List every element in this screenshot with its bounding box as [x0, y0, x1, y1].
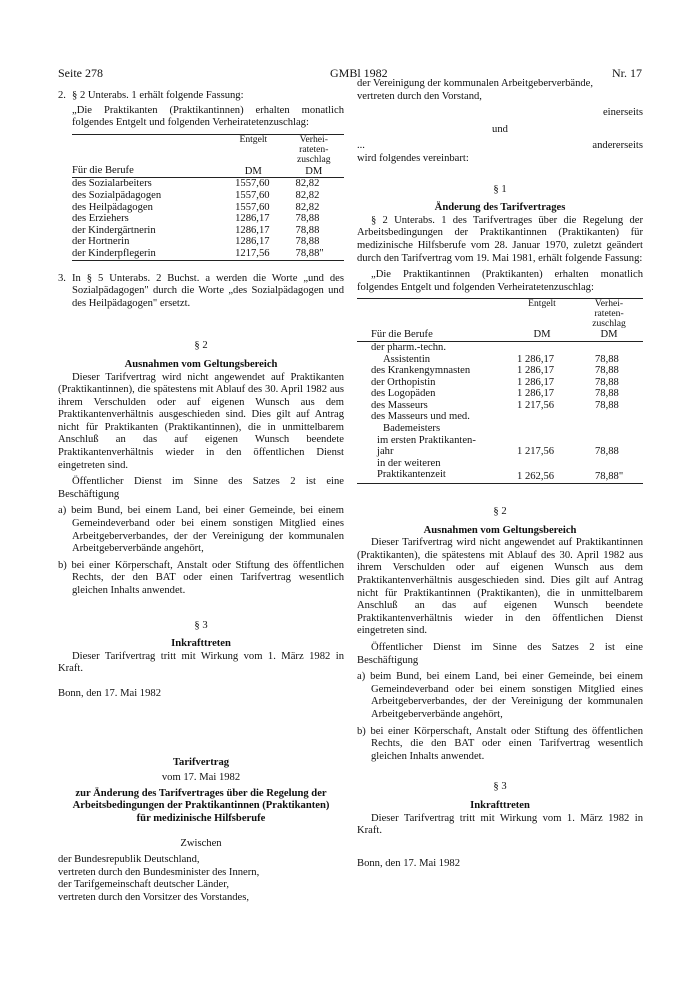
table-row: der Kindergärtnerin 1286,17 78,88 — [72, 224, 320, 236]
section-number: § 3 — [493, 781, 507, 793]
table-row: des Heilpädagogen 1557,60 82,82 — [72, 201, 320, 213]
party-rep: vertreten durch den Bundesminister des Innern, — [58, 866, 260, 878]
party-rep: vertreten durch den Vorstand, — [357, 90, 482, 102]
header-dm: DM — [284, 165, 344, 178]
table-row: der pharm.-techn. — [371, 341, 447, 353]
table-row: der Kinderpflegerin 1217,56 78,88" — [72, 248, 344, 260]
und: und — [492, 123, 508, 135]
table-row: der Hortnerin 1286,17 78,88 — [72, 236, 320, 248]
list-item-a: a) beim Bund, bei einem Land, bei einer Gemeinde, bei einem Gemeindeverband oder bei einem sonstigen Mitglied eines Arbeitgeberverbandes, der der Vereinigung der kommunalen Arbeitgeberverbände angehört, — [357, 671, 643, 720]
paragraph: Dieser Tarifvertrag tritt mit Wirkung vom 1. März 1982 in Kraft. — [357, 812, 643, 837]
table-row: des Sozialarbeiters 1557,60 82,82 — [72, 178, 320, 190]
salary-table-1 — [72, 134, 344, 261]
signature-line: Bonn, den 17. Mai 1982 — [58, 687, 161, 699]
quote-intro: „Die Praktikanten (Praktikantinnen) erhalten monatlich folgendes Entgelt und folgenden Verheiratetenzuschlag: — [72, 104, 344, 129]
table-row: des Sozialpädagogen 1557,60 82,82 — [72, 189, 320, 201]
list-item-b: b) bei einer Körperschaft, Anstalt oder Stiftung des öffentlichen Rechts, der den BAT oder einen Tarifvertrag wesentlich gleichen Inhalts anwendet. — [58, 559, 344, 596]
table-row: im ersten Praktikanten- — [377, 434, 476, 446]
header-zuschlag: Verhei- rateten- zuschlag — [284, 134, 344, 165]
table-row: in der weiteren — [377, 457, 441, 469]
table-row: jahr 1 217,56 78,88 — [377, 446, 619, 458]
paragraph: Dieser Tarifvertrag wird nicht angewendet auf Praktikantinnen (Praktikanten), die spätestens mit Ablauf des 30. April 1982 aus ihrem Verschulden oder auf eigenen Wunsch aus dem Praktikantenverhältnis ausgeschieden sind. Dies gilt auf Antrag nicht für Praktikantinnen (Praktikanten), die in unmittelbarem Anschluß an das auf eigenen Wunsch beendete Praktikantenverhältnis wieder in den öffentlichen Dienst eingetreten sind. — [357, 537, 643, 637]
salary-table-2 — [357, 298, 643, 484]
einerseits: einerseits — [602, 107, 643, 119]
party: der Vereinigung der kommunalen Arbeitgeberverbände, — [357, 78, 594, 89]
list-item-b: b) bei einer Körperschaft, Anstalt oder Stiftung des öffentlichen Rechts, die den BAT oder einen Tarifvertrag wesentlich gleichen Inhalts anwendet. — [357, 725, 643, 762]
andererseits-line — [357, 140, 643, 153]
header-berufe: Für die Berufe — [357, 329, 509, 341]
item-2 — [58, 90, 344, 103]
zwischen: Zwischen — [180, 837, 222, 849]
issue-number: Nr. 17 — [612, 66, 642, 80]
paragraph: Öffentlicher Dienst im Sinne des Satzes 2 ist eine Beschäftigung — [357, 641, 643, 666]
party: der Tarifgemeinschaft deutscher Länder, — [58, 879, 229, 891]
item-text: In § 5 Unterabs. 2 Buchst. a werden die Worte „und des Sozialpädagogen" durch die Worte „des Sozialpädagogen und des Heilpädagogen" ersetzt. — [72, 272, 344, 309]
section-title: Ausnahmen vom Geltungsbereich — [423, 524, 577, 536]
party-rep: vertreten durch den Vorsitzer des Vorstandes, — [58, 891, 250, 903]
document-date: vom 17. Mai 1982 — [161, 772, 241, 784]
journal-title: GMBl 1982 — [330, 66, 388, 80]
section-title: Änderung des Tarifvertrages — [434, 202, 566, 214]
item-number: 3. — [58, 272, 66, 284]
table-row: des Erziehers 1286,17 78,88 — [72, 213, 320, 225]
table-row: des Masseurs 1 217,56 78,88 — [371, 399, 619, 411]
item-text: § 2 Unterabs. 1 erhält folgende Fassung: — [72, 90, 244, 101]
header-entgelt: Entgelt — [223, 134, 283, 165]
ellipsis: ... — [357, 140, 365, 152]
document-subject: zur Änderung des Tarifvertrages über die Regelung der Arbeitsbedingungen der Praktikantinnen (Praktikanten) für medizinische Hilfsberufe — [72, 787, 330, 824]
section-number: § 3 — [194, 619, 208, 631]
header-dm: DM — [575, 329, 643, 341]
paragraph: Dieser Tarifvertrag wird nicht angewendet auf Praktikanten (Praktikantinnen), die spätestens mit Ablauf des 30. April 1982 aus ihrem Verschulden oder auf eigenen Wunsch aus dem Praktikantenverhältnis ausgeschieden sind. Dies gilt auf Antrag nicht für Praktikanten (Praktikantinnen), die in unmittelbarem Anschluß an das auf eigenen Wunsch beendete Praktikantenverhältnis wieder in den öffentlichen Dienst eingetreten sind. — [58, 371, 344, 471]
document-title: Tarifvertrag — [172, 756, 230, 768]
party: der Bundesrepublik Deutschland, — [58, 854, 200, 866]
signature-line: Bonn, den 17. Mai 1982 — [357, 857, 460, 869]
vereinbart: wird folgendes vereinbart: — [357, 152, 469, 164]
paragraph: Dieser Tarifvertrag tritt mit Wirkung vom 1. März 1982 in Kraft. — [58, 650, 344, 675]
header-dm: DM — [509, 329, 575, 341]
table-row: Praktikantenzeit 1 262,56 78,88" — [357, 469, 643, 483]
table-row: der Orthopistin 1 286,17 78,88 — [371, 376, 619, 388]
table-row: des Logopäden 1 286,17 78,88 — [371, 388, 619, 400]
paragraph: § 2 Unterabs. 1 des Tarifvertrages über die Regelung der Arbeitsbedingungen der Praktikantinnen (Praktikanten) für medizinische Hilfsberufe vom 28. Januar 1970, zuletzt geändert durch den Tarifvertrag vom 19. Mai 1981, erhält folgende Fassung: — [357, 214, 643, 264]
header-entgelt: Entgelt — [509, 299, 575, 330]
right-column — [357, 78, 643, 870]
item-3 — [58, 273, 344, 311]
item-number: 2. — [58, 90, 66, 101]
section-title: Ausnahmen vom Geltungsbereich — [124, 358, 278, 370]
quote-intro: „Die Praktikantinnen (Praktikanten) erhalten monatlich folgendes Entgelt und folgenden Verheiratetenzuschlag: — [357, 269, 643, 293]
header-dm: DM — [223, 165, 283, 178]
list-item-a: a) beim Bund, bei einem Land, bei einer Gemeinde, bei einem Gemeindeverband oder bei einem sonstigen Mitglied eines Arbeitgeberverbandes, der der Vereinigung der kommunalen Arbeitgeberverbände angehört, — [58, 505, 344, 555]
header-zuschlag: Verhei- rateten- zuschlag — [575, 299, 643, 330]
paragraph: Öffentlicher Dienst im Sinne des Satzes 2 ist eine Beschäftigung — [58, 476, 344, 500]
left-column — [58, 90, 344, 905]
section-number: § 2 — [194, 340, 208, 352]
andererseits: andererseits — [592, 140, 643, 152]
table-row: des Masseurs und med. — [371, 411, 470, 423]
section-number: § 2 — [493, 506, 507, 518]
section-number: § 1 — [493, 183, 507, 195]
header-berufe: Für die Berufe — [72, 165, 223, 178]
table-row: des Krankengymnasten 1 286,17 78,88 — [371, 365, 619, 377]
section-title: Inkrafttreten — [470, 799, 530, 811]
page-number: Seite 278 — [58, 66, 103, 80]
section-title: Inkrafttreten — [171, 638, 231, 650]
table-row: Assistentin 1 286,17 78,88 — [383, 353, 619, 365]
table-row: Bademeisters — [383, 423, 441, 435]
